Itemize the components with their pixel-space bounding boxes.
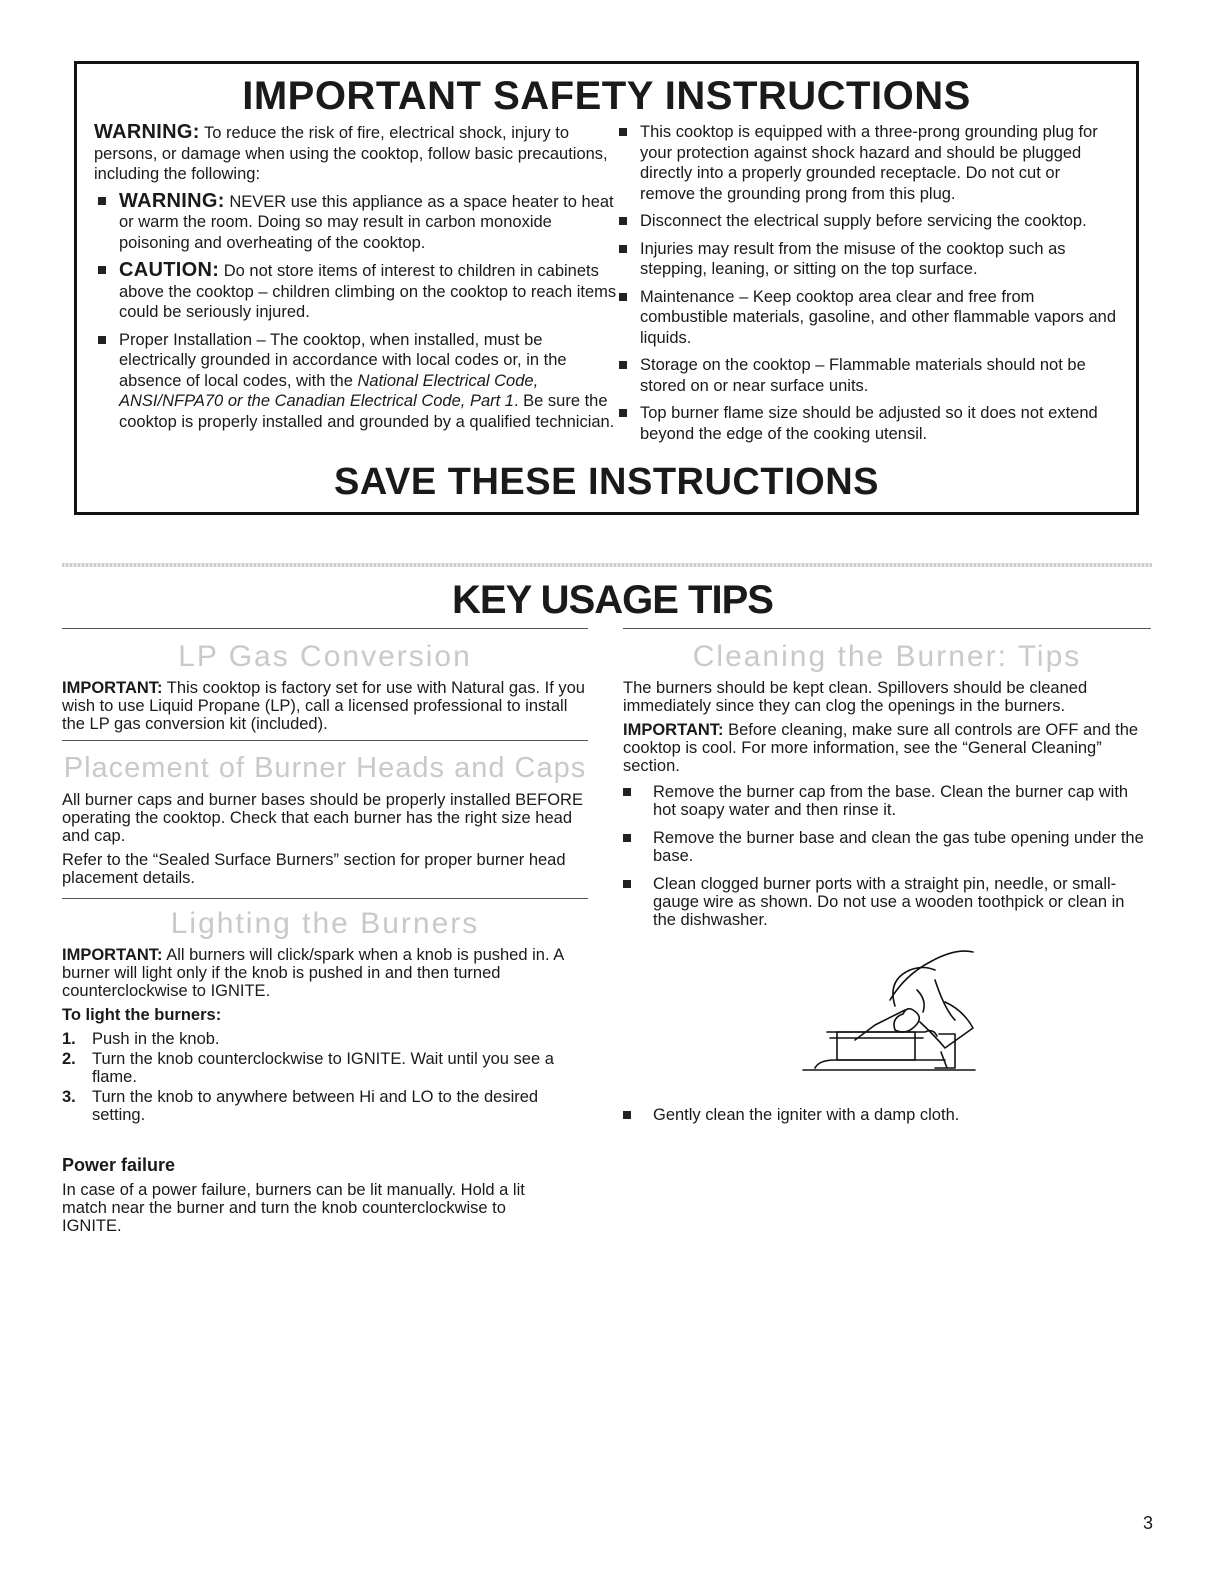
paragraph: Refer to the “Sealed Surface Burners” section for proper burner head placement details. xyxy=(62,851,566,887)
important-label: IMPORTANT: xyxy=(623,721,724,739)
list-item-text: This cooktop is equipped with a three-prong grounding plug for your protection against shock hazard and should be plugged directly into a properly grounded receptacle. Do not cut or remove the grounding prong from this plug. xyxy=(640,123,1098,203)
bullet-icon xyxy=(98,197,106,205)
warning-keyword: WARNING: xyxy=(94,121,200,143)
list-item-text: Storage on the cooktop – Flammable materials should not be stored on or near surface units. xyxy=(640,356,1086,395)
list-item xyxy=(615,211,1117,232)
list-item xyxy=(615,122,1117,204)
safety-left-column xyxy=(94,122,619,439)
bullet-icon xyxy=(619,128,627,136)
lighting-heading: Lighting the Burners xyxy=(170,907,480,940)
bullet-icon xyxy=(623,880,631,888)
safety-left-list xyxy=(94,191,619,433)
list-item-text: Remove the burner cap from the base. Clean the burner cap with hot soapy water and then rinse it. xyxy=(653,783,1129,819)
cleaning-heading: Cleaning the Burner: Tips xyxy=(692,640,1082,673)
paragraph: The burners should be kept clean. Spillovers should be cleaned immediately since they can clog the openings in the burners. xyxy=(623,679,1088,715)
subheading: To light the burners: xyxy=(62,1006,222,1024)
paragraph: In case of a power failure, burners can be lit manually. Hold a lit match near the burner and turn the knob counterclockwise to IGNITE. xyxy=(62,1181,525,1235)
placement-heading: Placement of Burner Heads and Caps xyxy=(63,752,587,784)
list-item xyxy=(615,287,1117,349)
cleaning-body xyxy=(623,679,1151,939)
paragraph: All burner caps and burner bases should be properly installed BEFORE operating the cooktop. Check that each burner has the right size head and cap. xyxy=(62,791,583,845)
lp-gas-paragraph xyxy=(62,679,588,733)
safety-right-list xyxy=(615,122,1117,444)
list-item xyxy=(94,191,619,254)
bullet-icon xyxy=(623,1111,631,1119)
bullet-icon xyxy=(619,409,627,417)
save-instructions-title: SAVE THESE INSTRUCTIONS xyxy=(334,461,879,503)
list-item xyxy=(615,403,1117,444)
list-item xyxy=(615,239,1117,280)
code-reference: National Electrical Code, ANSI/NFPA70 or the Canadian Electrical Code, Part 1 xyxy=(119,371,539,410)
bullet-icon xyxy=(619,245,627,253)
list-item-text: Injuries may result from the misuse of the cooktop such as stepping, leaning, or sitting on the top surface. xyxy=(640,239,1066,278)
lp-gas-heading: LP Gas Conversion xyxy=(178,640,472,673)
list-item-text: Maintenance – Keep cooktop area clear and free from combustible materials, gasoline, and other flammable vapors and liquids. xyxy=(640,287,1117,347)
paragraph-text: This cooktop is factory set for use with Natural gas. If you wish to use Liquid Propane (LP), call a licensed professional to install the LP gas conversion kit (included). xyxy=(62,679,585,733)
step-number: 3. xyxy=(62,1088,76,1106)
step-text: Turn the knob counterclockwise to IGNITE. Wait until you see a flame. xyxy=(92,1050,554,1086)
list-item-text: Disconnect the electrical supply before servicing the cooktop. xyxy=(640,212,1087,230)
list-item xyxy=(623,1106,1151,1124)
safety-right-column xyxy=(615,122,1117,451)
paragraph-text: All burners will click/spark when a knob is pushed in. A burner will light only if the knob is pushed in and then turned counterclockwise to IGNITE. xyxy=(62,946,564,1000)
list-item-text: Proper Installation – The cooktop, when installed, must be electrically grounded in accordance with local codes or, in the absence of local codes, with the xyxy=(119,330,567,390)
list-item xyxy=(62,1030,588,1048)
list-item xyxy=(615,355,1117,396)
safety-title: IMPORTANT SAFETY INSTRUCTIONS xyxy=(242,74,971,118)
power-failure-body xyxy=(62,1181,552,1241)
section-divider xyxy=(62,563,1152,567)
list-item xyxy=(62,1050,588,1086)
right-column-rule xyxy=(623,628,1151,629)
step-text: Push in the knob. xyxy=(92,1030,220,1048)
power-failure-heading: Power failure xyxy=(62,1155,176,1175)
list-item xyxy=(623,829,1151,865)
list-item-text: Gently clean the igniter with a damp cloth. xyxy=(653,1106,960,1124)
step-number: 1. xyxy=(62,1030,76,1048)
bullet-icon xyxy=(619,217,627,225)
list-item xyxy=(62,1088,588,1124)
list-item xyxy=(623,783,1151,819)
burner-cleaning-illustration xyxy=(795,940,985,1075)
list-item-text: Clean clogged burner ports with a straight pin, needle, or small-gauge wire as shown. Do not use a wooden toothpick or clean in the dishwasher. xyxy=(653,875,1125,929)
list-item-text: Do not store items of interest to children in cabinets above the cooktop – children climbing on the cooktop to reach items could be seriously injured. xyxy=(119,262,617,321)
step-number: 2. xyxy=(62,1050,76,1068)
list-item xyxy=(94,330,619,433)
step-text: Turn the knob to anywhere between Hi and LO to the desired setting. xyxy=(92,1088,539,1124)
lp-gas-body xyxy=(62,679,588,739)
list-item-text: Top burner flame size should be adjusted so it does not extend beyond the edge of the cooking utensil. xyxy=(640,404,1098,443)
rule xyxy=(62,740,588,741)
placement-body xyxy=(62,791,588,893)
safety-intro xyxy=(94,122,619,185)
paragraph-text: Before cleaning, make sure all controls are OFF and the cooktop is cool. For more information, see the “General Cleaning” section. xyxy=(623,721,1139,775)
safety-box xyxy=(74,61,1139,515)
list-item-text: Remove the burner base and clean the gas tube opening under the base. xyxy=(653,829,1144,865)
lighting-steps xyxy=(62,1030,588,1124)
bullet-icon xyxy=(98,336,106,344)
caution-keyword: CAUTION: xyxy=(119,259,220,281)
bullet-icon xyxy=(619,293,627,301)
cleaning-list xyxy=(623,783,1151,929)
list-item xyxy=(623,875,1151,929)
list-item xyxy=(94,260,619,323)
important-label: IMPORTANT: xyxy=(62,946,163,964)
left-column-rule xyxy=(62,628,588,629)
bullet-icon xyxy=(619,361,627,369)
cleaning-important-paragraph xyxy=(623,721,1151,775)
bullet-icon xyxy=(623,834,631,842)
warning-keyword: WARNING: xyxy=(119,189,225,212)
list-item-text: . Be sure the cooktop is properly installed and grounded by a qualified technician. xyxy=(119,392,615,431)
safety-intro-text: To reduce the risk of fire, electrical shock, injury to persons, or damage when using the cooktop, follow basic precautions, including the following: xyxy=(94,124,608,183)
bullet-icon xyxy=(98,266,106,274)
bullet-icon xyxy=(623,788,631,796)
lighting-body xyxy=(62,946,588,1126)
igniter-tip xyxy=(623,1106,1151,1134)
important-label: IMPORTANT: xyxy=(62,679,163,697)
list-item-text: NEVER use this appliance as a space heater to heat or warm the room. Doing so may result in carbon monoxide poisoning and overheating of the cooktop. xyxy=(119,192,614,252)
cleaning-list-last xyxy=(623,1106,1151,1124)
lighting-paragraph xyxy=(62,946,588,1000)
rule xyxy=(62,898,588,899)
key-usage-title: KEY USAGE TIPS xyxy=(452,578,773,622)
page-number: 3 xyxy=(1142,1513,1153,1533)
